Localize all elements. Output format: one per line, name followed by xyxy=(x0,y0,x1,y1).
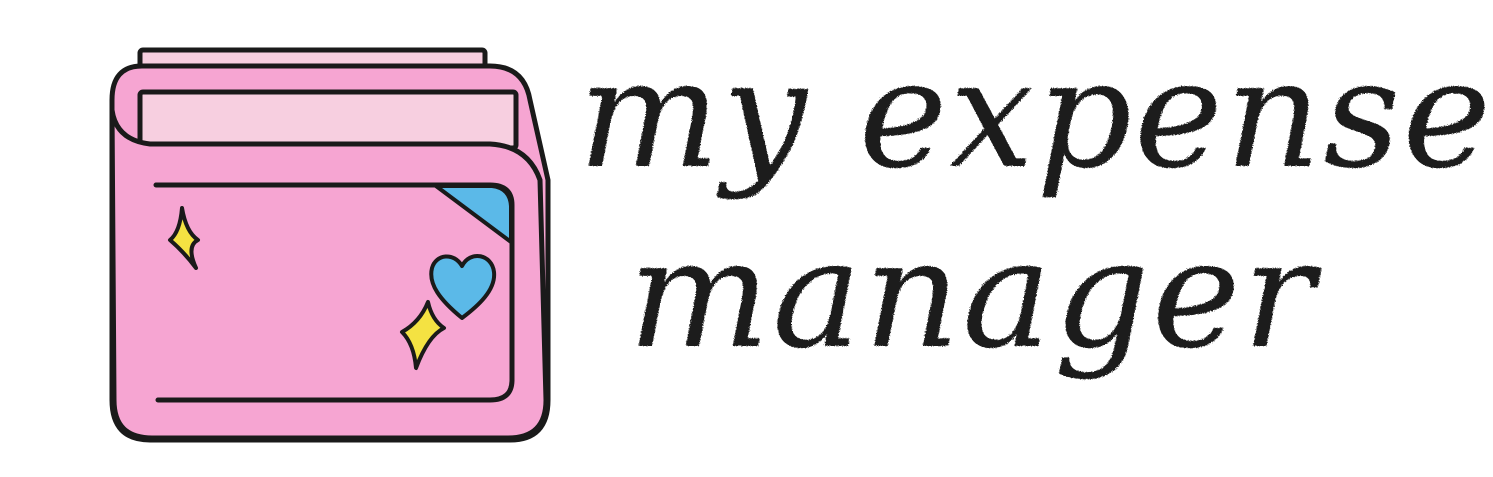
wallet-icon xyxy=(112,50,548,440)
wallet-card-front xyxy=(140,92,516,148)
logo-title-line-2: manager xyxy=(628,208,1317,382)
logo-title-line-1: my expense xyxy=(578,28,1493,202)
